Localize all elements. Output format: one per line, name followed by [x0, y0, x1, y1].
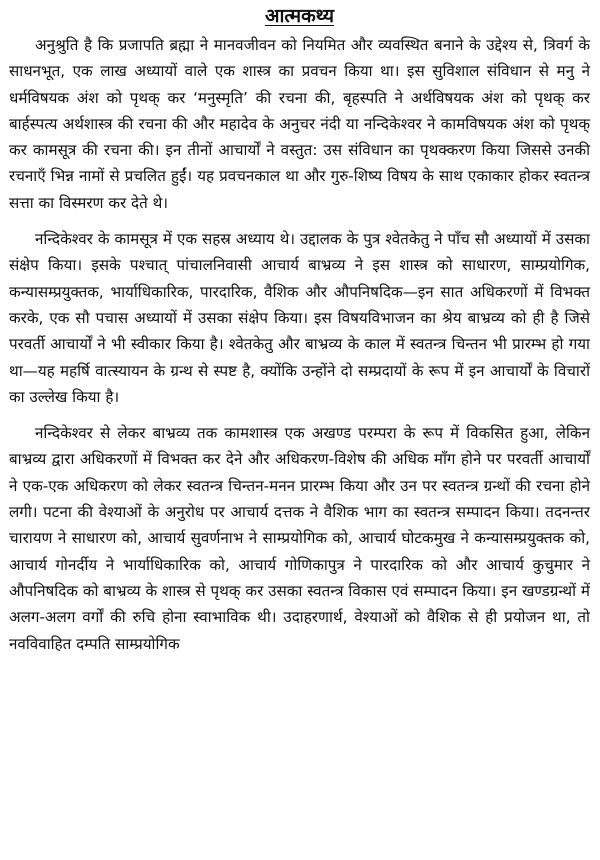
- paragraph-2: नन्दिकेश्वर के कामसूत्र में एक सहस्र अध्याय थे। उद्दालक के पुत्र श्वेतकेतु ने पाँच सौ अध्यायों में उसका संक्षेप किया। इसके पश्चात् पांचालनिवासी आचार्य बाभ्रव्य ने इस शास्त्र को साधारण, साम्प्रयोगिक, कन्यासम्प्रयुक्तक, भार्याधिकारिक, पारदारिक, वैशिक और औपनिषदिक—इन सात अधिकरणों में विभक्त करके, एक सौ पचास अध्यायों में उसका संक्षेप किया। इस विषयविभाजन का श्रेय बाभ्रव्य को ही है जिसे परवर्ती आचार्यों ने भी स्वीकार किया है। श्वेतकेतु और बाभ्रव्य के काल में स्वतन्त्र चिन्तन भी प्रारम्भ हो गया था—यह महर्षि वात्स्यायन के ग्रन्थ से स्पष्ट है, क्योंकि उन्होंने दो सम्प्रदायों के रूप में इन आचार्यों के विचारों का उल्लेख किया है।: [9, 230, 590, 406]
- page-title: आत्मकथ्य: [264, 5, 335, 27]
- paragraph-3: नन्दिकेश्वर से लेकर बाभ्रव्य तक कामशास्त्र एक अखण्ड परम्परा के रूप में विकसित हुआ, लेकिन बाभ्रव्य द्वारा अधिकरणों में विभक्त कर देने और अधिकरण-विशेष की अधिक माँग होने पर परवर्ती आचार्यों ने एक-एक अधिकरण को लेकर स्वतन्त्र चिन्तन-मनन प्रारम्भ किया और उन पर स्वतन्त्र ग्रन्थों की रचना होने लगी। पटना की वेश्याओं के अनुरोध पर आचार्य दत्तक ने वैशिक भाग का स्वतन्त्र सम्पादन किया। तदनन्तर चारायण ने साधारण को, आचार्य सुवर्णनाभ ने साम्प्रयोगिक को, आचार्य घोटकमुख ने कन्यासम्प्रयुक्तक को, आचार्य गोनर्दीय ने भार्याधिकारिक को, आचार्य गोणिकापुत्र ने पारदारिक को और आचार्य कुचुमार ने औपनिषदिक को बाभ्रव्य के शास्त्र से पृथक् कर उसका स्वतन्त्र विकास एवं सम्पादन किया। इन खण्डग्रन्थों में अलग-अलग वर्गों की रुचि होना स्वाभाविक थी। उदाहरणार्थ, वेश्याओं को वैशिक से ही प्रयोजन था, तो नवविवाहित दम्पति साम्प्रयोगिक: [9, 424, 590, 653]
- paragraph-1: अनुश्रुति है कि प्रजापति ब्रह्मा ने मानवजीवन को नियमित और व्यवस्थित बनाने के उद्देश्य से, त्रिवर्ग के साधनभूत, एक लाख अध्यायों वाले एक शास्त्र का प्रवचन किया था। इस सुविशाल संविधान से मनु ने धर्मविषयक अंश को पृथक् कर ‘मनुस्मृति’ की रचना की, बृहस्पति ने अर्थविषयक अंश को पृथक् कर बार्हस्पत्य अर्थशास्त्र की रचना की और महादेव के अनुचर नंदी या नन्दिकेश्वर ने कामविषयक अंश को पृथक् कर कामसूत्र की रचना की। इन तीनों आचार्यों ने वस्तुत: उस संविधान का पृथक्करण किया जिससे उनकी रचनाएँ भिन्न नामों से प्रचलित हुईं। यह प्रवचनकाल था और गुरु-शिष्य विषय के साथ एकाकार होकर स्वतन्त्र सत्ता का विस्मरण कर देते थे।: [9, 36, 590, 212]
